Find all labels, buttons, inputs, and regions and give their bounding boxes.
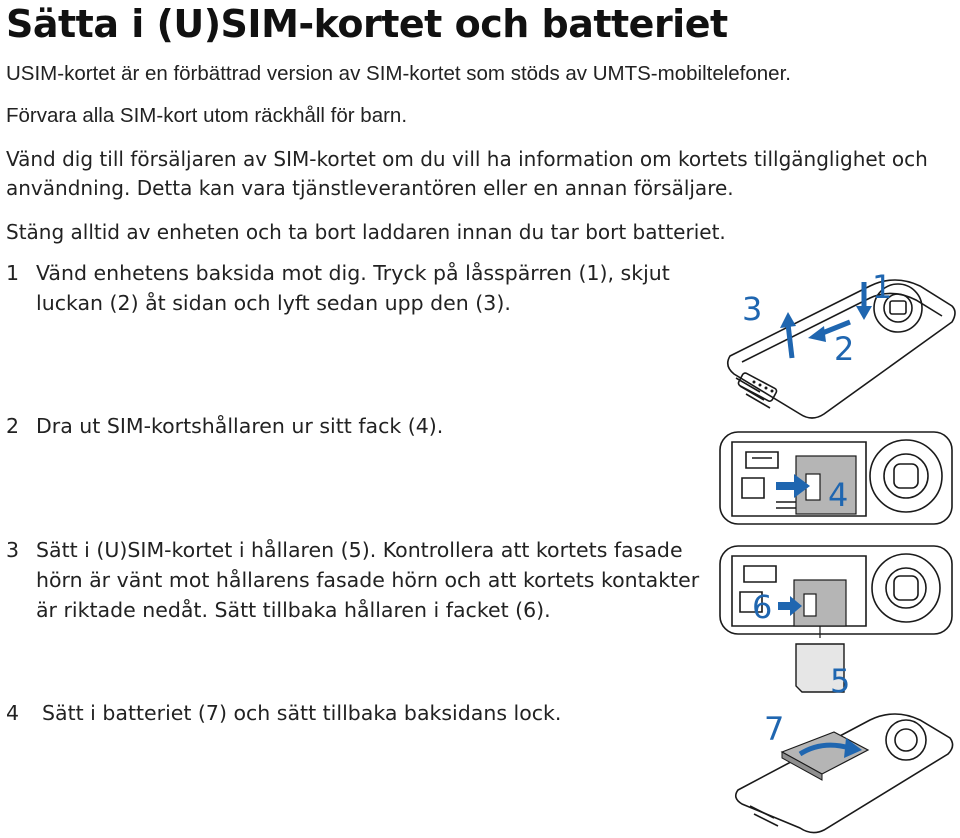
step-text-line: är riktade nedåt. Sätt tillbaka hållaren i facket (6). (36, 598, 551, 622)
figure-pull-sim-holder (716, 428, 958, 528)
step-text-line: Dra ut SIM-kortshållaren ur sitt fack (4). (36, 414, 444, 438)
callout-label-7: 7 (764, 710, 785, 748)
step-number: 4 (6, 701, 20, 725)
step-text-line: Sätt i batteriet (7) och sätt tillbaka baksidans lock. (42, 701, 562, 725)
contact-text-line-2: användning. Detta kan vara tjänstleverantören eller en annan försäljare. (6, 176, 734, 200)
power-off-text: Stäng alltid av enheten och ta bort laddaren innan du tar bort batteriet. (6, 220, 726, 244)
contact-text-line-1: Vänd dig till försäljaren av SIM-kortet om du vill ha information om kortets tillgänglighet och (6, 147, 928, 171)
callout-label-5: 5 (830, 662, 851, 700)
callout-label-6: 6 (752, 588, 773, 626)
callout-label-4: 4 (828, 476, 849, 514)
usim-info-text: USIM-kortet är en förbättrad version av SIM-kortet som stöds av UMTS-mobiltelefoner. (6, 62, 791, 85)
callout-label-1: 1 (872, 268, 893, 306)
figure-remove-back-cover (720, 268, 958, 424)
step-number: 1 (6, 261, 20, 285)
step-text-line: hörn är vänt mot hållarens fasade hörn och att kortets kontakter (36, 568, 700, 592)
figure-insert-battery (730, 702, 956, 836)
step-number: 3 (6, 538, 20, 562)
page-title: Sätta i (U)SIM-kortet och batteriet (6, 2, 728, 46)
callout-label-2: 2 (834, 330, 855, 368)
step-text-line: luckan (2) åt sidan och lyft sedan upp den (3). (36, 291, 511, 315)
callout-label-3: 3 (742, 290, 763, 328)
step-text-line: Vänd enhetens baksida mot dig. Tryck på låsspärren (1), skjut (36, 261, 670, 285)
children-warning-text: Förvara alla SIM-kort utom räckhåll för barn. (6, 104, 408, 127)
step-number: 2 (6, 414, 20, 438)
step-text-line: Sätt i (U)SIM-kortet i hållaren (5). Kontrollera att kortets fasade (36, 538, 683, 562)
figure-insert-sim-card (716, 542, 958, 700)
